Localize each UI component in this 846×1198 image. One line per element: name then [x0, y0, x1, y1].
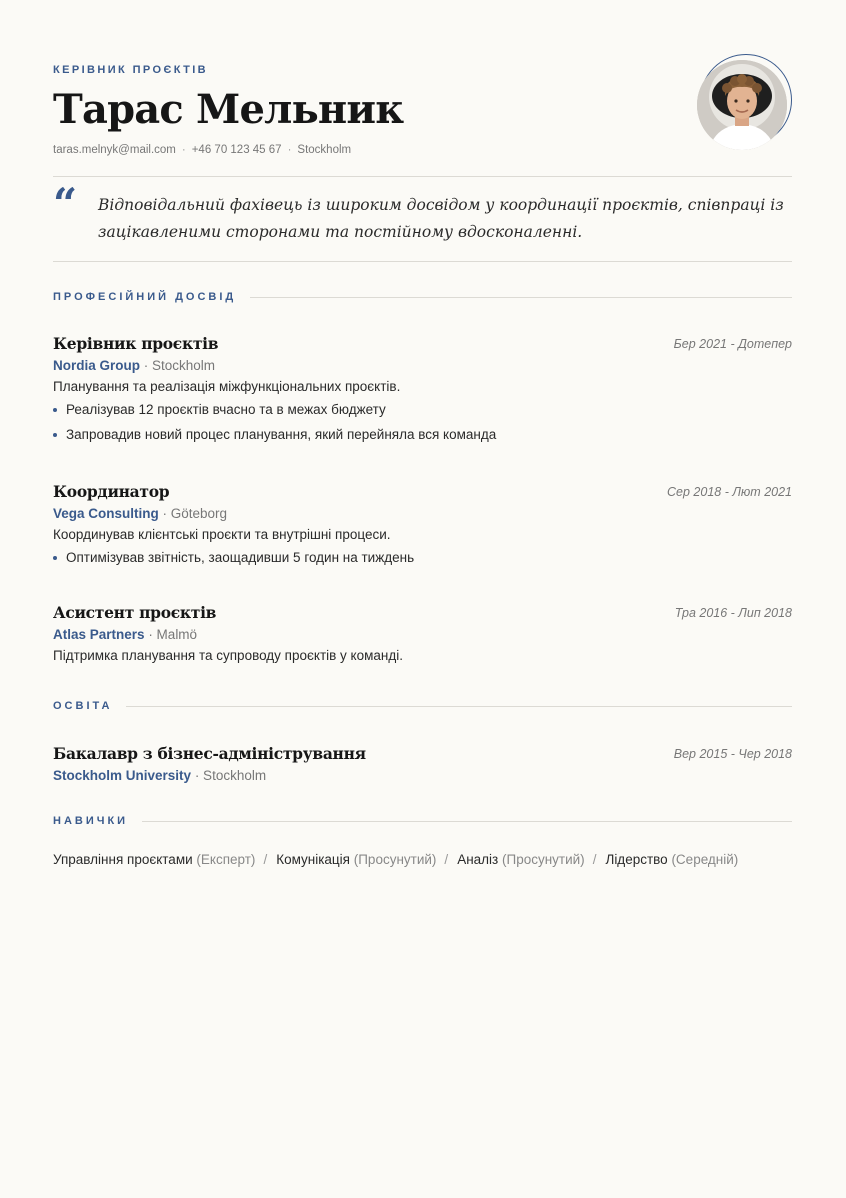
skill-level: (Просунутий)	[353, 852, 437, 867]
email[interactable]: taras.melnyk@mail.com	[53, 144, 176, 156]
school-name: Stockholm University	[53, 768, 192, 783]
contact-separator: ·	[287, 144, 292, 156]
skill-level: (Експерт)	[196, 852, 256, 867]
skill-separator: /	[444, 852, 449, 867]
profile-photo	[697, 60, 787, 150]
education-entry	[53, 744, 792, 783]
skill-level: (Середній)	[671, 852, 739, 867]
company-name: Atlas Partners	[53, 627, 145, 642]
entry-dates: Бер 2021 - Дотепер	[673, 337, 792, 351]
header-divider	[53, 176, 792, 177]
company-name: Vega Consulting	[53, 506, 159, 521]
contact-separator: ·	[181, 144, 186, 156]
skill-name: Комунікація	[276, 852, 350, 867]
entry-dates: Вер 2015 - Чер 2018	[673, 747, 792, 761]
skill-item	[457, 852, 585, 867]
section-title-experience	[53, 291, 792, 303]
profile-photo-icon	[697, 60, 787, 150]
school-location: · Stockholm	[194, 768, 267, 783]
entry-description: Планування та реалізація міжфункціональних проєктів.	[53, 379, 401, 394]
section-divider	[142, 821, 792, 822]
entry-organization	[53, 627, 792, 642]
position-title: Керівник проєктів	[53, 334, 219, 353]
skill-level: (Просунутий)	[502, 852, 585, 867]
entry-dates: Сер 2018 - Лют 2021	[667, 485, 792, 499]
section-divider	[250, 297, 792, 298]
skill-item	[53, 852, 255, 867]
phone[interactable]: +46 70 123 45 67	[191, 144, 282, 156]
company-name: Nordia Group	[53, 358, 140, 373]
experience-entry	[53, 603, 792, 663]
bullet-dot-icon	[53, 408, 57, 412]
achievement-text: Оптимізував звітність, заощадивши 5 годин на тиждень	[66, 550, 415, 565]
section-title-experience-text: ПРОФЕСІЙНИЙ ДОСВІД	[53, 291, 237, 303]
job-title: КЕРІВНИК ПРОЄКТІВ	[53, 64, 208, 76]
skill-separator: /	[263, 852, 268, 867]
city: Stockholm	[297, 144, 352, 156]
entry-dates: Тра 2016 - Лип 2018	[674, 606, 792, 620]
position-title: Координатор	[53, 482, 170, 501]
position-title: Асистент проєктів	[53, 603, 217, 622]
section-title-education-text: ОСВІТА	[53, 700, 113, 712]
company-location: · Stockholm	[143, 358, 216, 373]
entry-description: Координував клієнтські проєкти та внутрішні процеси.	[53, 527, 391, 542]
entry-organization	[53, 358, 792, 373]
entry-description: Підтримка планування та супроводу проєктів у команді.	[53, 648, 403, 663]
profile-summary: Відповідальний фахівець із широким досвідом у координації проєктів, співпраці із зацікавленими сторонами та постійному вдосконаленні.	[98, 196, 784, 241]
resume-page	[53, 0, 792, 1198]
contact-line	[53, 144, 351, 156]
experience-entry	[53, 482, 792, 570]
skills-list	[53, 852, 738, 867]
company-location: · Göteborg	[162, 506, 228, 521]
skill-name: Аналіз	[457, 852, 499, 867]
bullet-dot-icon	[53, 556, 57, 560]
person-name: Тарас Мельник	[53, 86, 404, 133]
section-title-skills-text: НАВИЧКИ	[53, 815, 129, 827]
skill-separator: /	[592, 852, 597, 867]
entry-organization	[53, 768, 792, 783]
skill-name: Лідерство	[605, 852, 668, 867]
bullet-dot-icon	[53, 433, 57, 437]
section-title-education	[53, 700, 792, 712]
section-divider	[126, 706, 792, 707]
achievement-bullet	[53, 422, 792, 447]
experience-entry	[53, 334, 792, 447]
entry-organization	[53, 506, 792, 521]
section-title-skills	[53, 815, 792, 827]
degree-title: Бакалавр з бізнес-адміністрування	[53, 744, 366, 763]
achievement-text: Реалізував 12 проєктів вчасно та в межах бюджету	[66, 402, 386, 417]
achievement-bullet	[53, 397, 792, 422]
achievement-text: Запровадив новий процес планування, який перейняла вся команда	[66, 427, 497, 442]
skill-name: Управління проєктами	[53, 852, 193, 867]
company-location: · Malmö	[148, 627, 198, 642]
quote-icon: “	[53, 179, 78, 228]
summary-divider	[53, 261, 792, 262]
achievement-bullet	[53, 545, 792, 570]
skill-item	[276, 852, 436, 867]
skill-item	[605, 852, 738, 867]
